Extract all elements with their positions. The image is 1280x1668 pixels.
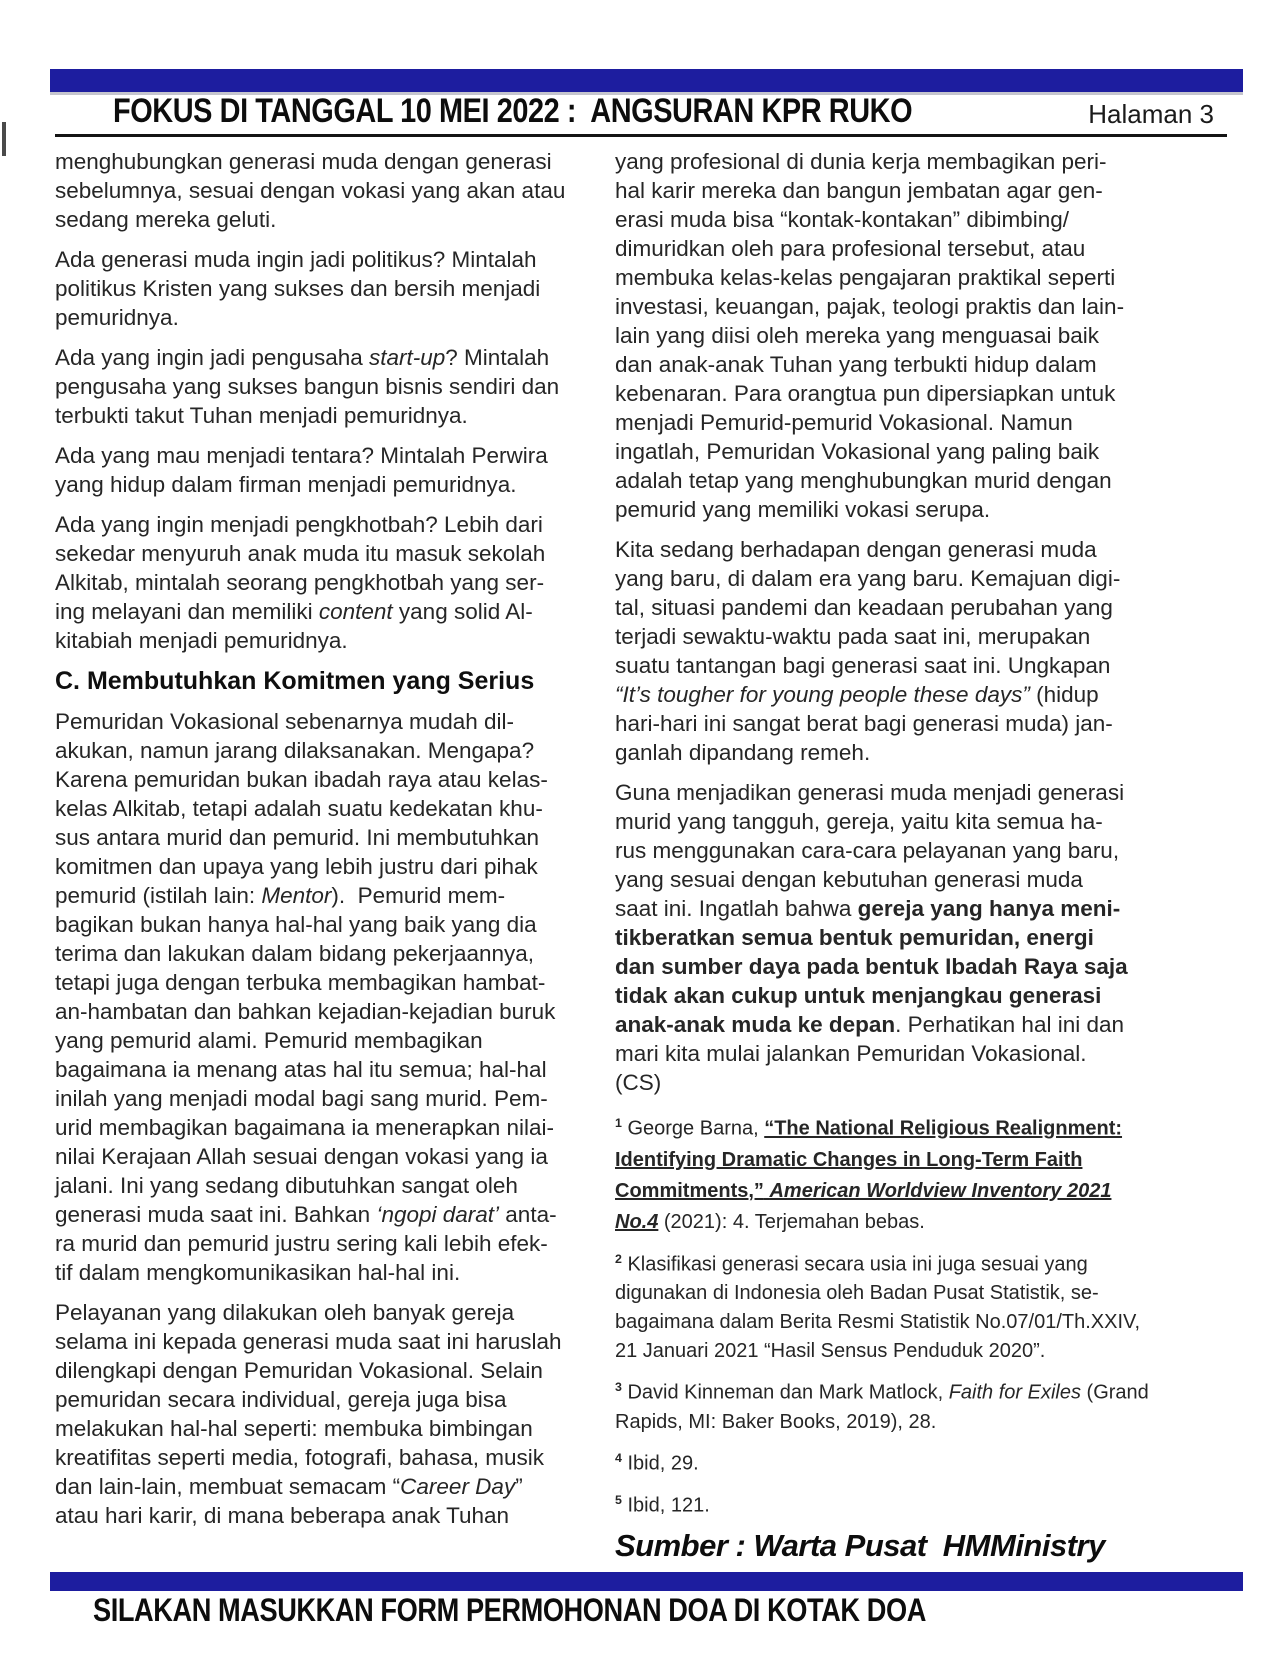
text-line: pemuridan secara individual, gereja juga bisa (55, 1387, 507, 1412)
footnote (615, 1108, 1155, 1238)
text-line: saat ini. Ingatlah bahwa gereja yang hanya meni- (615, 896, 1121, 921)
text-line: $^2$ Klasifikasi generasi secara usia ini juga sesuai yang (615, 1251, 1088, 1276)
text-line: dilengkapi dengan Pemuridan Vokasional. Selain (55, 1358, 543, 1383)
text-line: kelas Alkitab, tetapi adalah suatu kedekatan khu- (55, 796, 543, 821)
text-line: tal, situasi pandemi dan keadaan perubahan yang (615, 595, 1113, 620)
text-line: ing melayani dan memiliki content yang solid Al- (55, 599, 533, 624)
text-line: Kita sedang berhadapan dengan generasi muda (615, 537, 1097, 562)
text-line: C. Membutuhkan Komitmen yang Serius (55, 667, 535, 695)
text-line: sus antara murid dan pemurid. Ini membutuhkan (55, 825, 540, 850)
text-line: Pemuridan Vokasional sebenarnya mudah dil- (55, 709, 515, 734)
text-line: pemuridnya. (55, 305, 179, 330)
text-line: dimuridkan oleh para profesional tersebut, atau (615, 236, 1086, 261)
text-line: terbukti takut Tuhan menjadi pemuridnya. (55, 403, 468, 428)
paragraph (55, 707, 592, 1287)
text-line: selama ini kepada generasi muda saat ini haruslah (55, 1329, 562, 1354)
text-line: lain yang diisi oleh mereka yang menguasai baik (615, 323, 1100, 348)
text-line: generasi muda saat ini. Bahkan ‘ngopi darat’ anta- (55, 1202, 557, 1227)
text-line: Commitments,” American Worldview Inventory 2021 (615, 1179, 1112, 1202)
text-line: dan lain-lain, membuat semacam “Career Day” (55, 1474, 523, 1499)
text-line: yang sesuai dengan kebutuhan generasi muda (615, 867, 1083, 892)
text-line: melakukan hal-hal seperti: membuka bimbingan (55, 1416, 533, 1441)
left-edge-mark (2, 122, 6, 156)
text-line: kitabiah menjadi pemuridnya. (55, 628, 348, 653)
header-rule (55, 134, 1227, 137)
paragraph (55, 343, 592, 430)
paragraph (55, 245, 592, 332)
text-line: ingatlah, Pemuridan Vokasional yang paling baik (615, 439, 1100, 464)
text-line: tidak akan cukup untuk menjangkau generasi (615, 983, 1102, 1008)
paragraph (55, 441, 592, 499)
text-line: tif dalam mengkomunikasikan hal-hal ini. (55, 1260, 461, 1285)
paragraph (55, 510, 592, 655)
paragraph (615, 147, 1155, 524)
paragraph (615, 778, 1155, 1097)
page-number: Halaman 3 (1088, 99, 1214, 129)
text-line: suatu tantangan bagi generasi saat ini. Ungkapan (615, 653, 1111, 678)
article (55, 147, 1155, 1565)
text-line: tetapi juga dengan terbuka membagikan hambat- (55, 970, 546, 995)
text-line: hal karir mereka dan bangun jembatan agar gen- (615, 178, 1103, 203)
text-line: $^1$ George Barna, “The National Religious Realignment: (615, 1116, 1123, 1140)
text-line: digunakan di Indonesia oleh Badan Pusat Statistik, se- (615, 1282, 1099, 1305)
footer-bar (50, 1572, 1243, 1591)
paragraph (55, 147, 592, 234)
paragraph (55, 1298, 592, 1530)
text-line: Rapids, MI: Baker Books, 2019), 28. (615, 1410, 937, 1433)
text-line: nilai Kerajaan Allah sesuai dengan vokasi yang ia (55, 1144, 548, 1169)
text-line: bagaimana ia menang atas hal itu semua; hal-hal (55, 1057, 547, 1082)
text-line: komitmen dan upaya yang lebih justru dari pihak (55, 854, 538, 879)
text-line: an-hambatan dan bahkan kejadian-kejadian buruk (55, 999, 556, 1024)
text-line: rus menggunakan cara-cara pelayanan yang baru, (615, 838, 1120, 863)
text-line: Alkitab, mintalah seorang pengkhotbah yang ser- (55, 570, 545, 595)
text-line: sedang mereka geluti. (55, 207, 277, 232)
text-line: $^4$ Ibid, 29. (615, 1450, 699, 1475)
text-line: murid yang tangguh, gereja, yaitu kita semua ha- (615, 809, 1103, 834)
text-line: 21 Januari 2021 “Hasil Sensus Penduduk 2020”. (615, 1340, 1046, 1363)
text-line: kebenaran. Para orangtua pun dipersiapkan untuk (615, 381, 1116, 406)
text-line: adalah tetap yang menghubungkan murid dengan (615, 468, 1112, 493)
left-column (55, 147, 592, 1541)
header-bar (50, 69, 1243, 92)
text-line: “It’s tougher for young people these days” (hidup (615, 682, 1099, 707)
text-line: Guna menjadikan generasi muda menjadi generasi (615, 780, 1125, 805)
text-line: dan anak-anak Tuhan yang terbukti hidup dalam (615, 352, 1097, 377)
text-line: Ada yang mau menjadi tentara? Mintalah Perwira (55, 443, 548, 468)
text-line: inilah yang menjadi modal bagi sang murid. Pem- (55, 1086, 548, 1111)
text-line: Ada yang ingin menjadi pengkhotbah? Lebih dari (55, 512, 543, 537)
text-line: pemurid yang memiliki vokasi serupa. (615, 497, 991, 522)
footnote (615, 1486, 1155, 1521)
text-line: terima dan lakukan dalam bidang pekerjaannya, (55, 941, 535, 966)
section-heading (55, 666, 592, 697)
text-line: yang profesional di dunia kerja membagikan peri- (615, 149, 1107, 174)
text-line: Pelayanan yang dilakukan oleh banyak gereja (55, 1300, 515, 1325)
text-line: tikberatkan semua bentuk pemuridan, energi (615, 925, 1094, 950)
footer-text: SILAKAN MASUKKAN FORM PERMOHONAN DOA DI KOTAK DOA (93, 1592, 926, 1628)
text-line: urid membagikan bagaimana ia menerapkan nilai- (55, 1115, 555, 1140)
text-line: membuka kelas-kelas pengajaran praktikal seperti (615, 265, 1116, 290)
text-line: menjadi Pemurid-pemurid Vokasional. Namun (615, 410, 1073, 435)
text-line: sekedar menyuruh anak muda itu masuk sekolah (55, 541, 546, 566)
text-line: dan sumber daya pada bentuk Ibadah Raya saja (615, 954, 1128, 979)
footnote (615, 1373, 1155, 1437)
text-line: kreatifitas seperti media, fotografi, bahasa, musik (55, 1445, 544, 1470)
text-line: Identifying Dramatic Changes in Long-Term Faith (615, 1148, 1083, 1171)
text-line: ganlah dipandang remeh. (615, 740, 871, 765)
text-line: menghubungkan generasi muda dengan generasi (55, 149, 552, 174)
text-line: politikus Kristen yang sukses dan bersih menjadi (55, 276, 541, 301)
text-line: akukan, namun jarang dilaksanakan. Mengapa? (55, 738, 535, 763)
text-line: sebelumnya, sesuai dengan vokasi yang akan atau (55, 178, 566, 203)
paragraph (615, 535, 1155, 767)
text-line: $^5$ Ibid, 121. (615, 1492, 710, 1517)
text-line: $^3$ David Kinneman dan Mark Matlock, Faith for Exiles (Grand (615, 1380, 1149, 1404)
text-line: (CS) (615, 1070, 662, 1095)
text-line: mari kita mulai jalankan Pemuridan Vokasional. (615, 1041, 1087, 1066)
footnote (615, 1444, 1155, 1479)
right-column (615, 147, 1155, 1565)
text-line: bagaimana dalam Berita Resmi Statistik No.07/01/Th.XXIV, (615, 1311, 1141, 1334)
text-line: hari-hari ini sangat berat bagi generasi muda) jan- (615, 711, 1113, 736)
text-line: Sumber : Warta Pusat HMMinistry (615, 1528, 1105, 1564)
text-line: ra murid dan pemurid justru sering kali lebih efek- (55, 1231, 548, 1256)
text-line: investasi, keuangan, pajak, teologi praktis dan lain- (615, 294, 1125, 319)
text-line: Karena pemuridan bukan ibadah raya atau kelas- (55, 767, 548, 792)
text-line: yang hidup dalam firman menjadi pemuridnya. (55, 472, 517, 497)
text-line: erasi muda bisa “kontak-kontakan” dibimbing/ (615, 207, 1069, 232)
text-line: No.4 (2021): 4. Terjemahan bebas. (615, 1210, 925, 1233)
text-line: Ada yang ingin jadi pengusaha start-up? Mintalah (55, 345, 550, 370)
text-line: pengusaha yang sukses bangun bisnis sendiri dan (55, 374, 560, 399)
text-line: yang baru, di dalam era yang baru. Kemajuan digi- (615, 566, 1121, 591)
text-line: bagikan bukan hanya hal-hal yang baik yang dia (55, 912, 537, 937)
page-title: FOKUS DI TANGGAL 10 MEI 2022 : ANGSURAN KPR RUKO (113, 92, 913, 130)
text-line: anak-anak muda ke depan. Perhatikan hal ini dan (615, 1012, 1125, 1037)
text-line: Ada generasi muda ingin jadi politikus? Mintalah (55, 247, 537, 272)
text-line: yang pemurid alami. Pemurid membagikan (55, 1028, 483, 1053)
text-line: jalani. Ini yang sedang dibutuhkan sangat oleh (55, 1173, 518, 1198)
text-line: atau hari karir, di mana beberapa anak Tuhan (55, 1503, 510, 1528)
text-line: pemurid (istilah lain: Mentor). Pemurid mem- (55, 883, 506, 908)
footnote (615, 1245, 1155, 1367)
source-line (615, 1527, 1155, 1565)
text-line: terjadi sewaktu-waktu pada saat ini, merupakan (615, 624, 1091, 649)
